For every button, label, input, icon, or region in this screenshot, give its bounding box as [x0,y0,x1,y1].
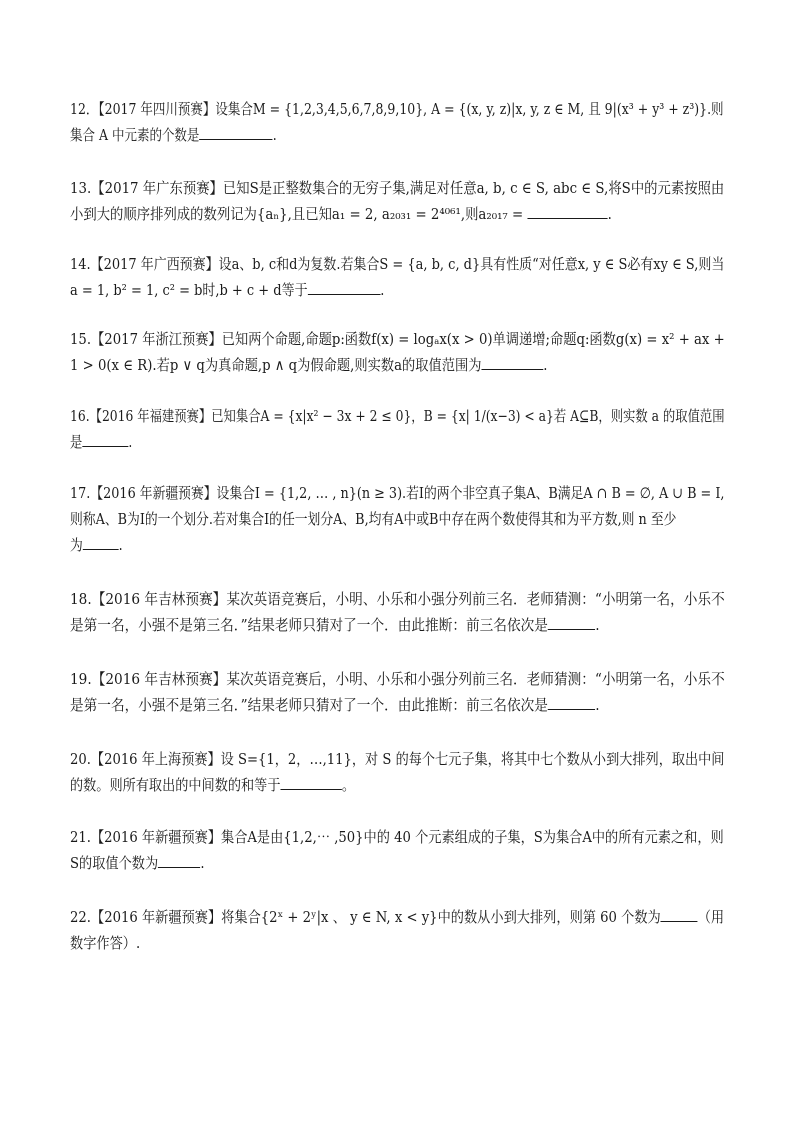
problem-13 [70,175,794,227]
problem-line: 21.【2016 年新疆预赛】集合A是由{1,2,⋯ ,50}中的 40 个元素组成的子集，S为集合A中的所有元素之和，则 [70,828,724,846]
line-end: 。 [341,776,356,794]
problem-line-text: 是 [70,433,83,451]
problem-line: 20.【2016 年上海预赛】设 S={1，2，…,11}，对 S 的每个七元子集，将其中七个数从小到大排列，取出中间 [70,750,725,768]
problem-line [70,904,724,930]
problem-line: 数字作答）. [70,934,141,952]
answer-blank[interactable] [82,432,128,447]
answer-blank[interactable] [280,775,341,790]
problem-line [70,201,724,227]
answer-blank[interactable] [661,907,698,922]
problem-17 [70,480,794,558]
line-end: . [380,281,385,299]
problem-line-text: 集合 A 中元素的个数是 [70,126,200,144]
problem-16 [70,403,794,455]
problem-line: 12．【2017 年四川预赛】设集合M = {1,2,3,4,5,6,7,8,9,10}, A = {(x, y, z)|x, y, z ∈ M, 且 9|(x³ + y³ + z³)}.则 [70,100,724,118]
problem-line: 14.【2017 年广西预赛】设a、b, c和d为复数.若集合S = {a, b, c, d}具有性质“对任意x, y ∈ S必有xy ∈ S,则当 [70,255,725,273]
answer-blank[interactable] [308,280,381,295]
problem-line [70,772,724,798]
problem-21 [70,824,794,876]
answer-blank[interactable] [548,615,595,630]
problem-line: 19.【2016 年吉林预赛】某次英语竞赛后，小明、小乐和小强分列前三名．老师猜测：“小明第一名，小乐不 [70,670,725,688]
line-end: . [272,126,277,144]
problem-line-text: 1 > 0(x ∈ R).若p ∨ q为真命题,p ∧ q为假命题,则实数a的取值范围为 [70,356,482,374]
problem-15 [70,326,794,378]
problem-line [70,277,724,303]
line-end: . [607,205,612,223]
problem-line [70,532,724,558]
problem-line: 16.【2016 年福建预赛】已知集合A = {x|x² − 3x + 2 ≤ 0}，B = {x| 1/(x−3) < a}若 A⊆B，则实数 a 的取值范围 [70,407,725,425]
line-end: . [118,536,123,554]
answer-blank[interactable] [199,125,272,140]
problem-line [70,429,725,455]
problem-line: 15.【2017 年浙江预赛】已知两个命题,命题p:函数f(x) = logₐx(x > 0)单调递增;命题q:函数g(x) = x² + ax + [70,330,725,348]
line-end: . [595,696,600,714]
problem-line-text: 的数。则所有取出的中间数的和等于 [70,776,281,794]
answer-blank[interactable] [548,695,595,710]
problem-line: 17.【2016 年新疆预赛】设集合I = {1,2, … , n}(n ≥ 3).若I的两个非空真子集A、B满足A ∩ B = ∅, A ∪ B = I, [70,484,725,502]
problem-line: 18.【2016 年吉林预赛】某次英语竞赛后，小明、小乐和小强分列前三名．老师猜测：“小明第一名，小乐不 [70,590,725,608]
answer-blank[interactable] [83,535,119,550]
problem-line-text: 为 [70,536,83,554]
problem-line-text: 是第一名，小强不是第三名．”结果老师只猜对了一个．由此推断：前三名依次是 [70,616,548,634]
problem-18 [70,586,789,638]
answer-blank[interactable] [481,355,543,370]
line-end: （用 [697,908,725,926]
problem-line: 13.【2017 年广东预赛】已知S是正整数集合的无穷子集,满足对任意a, b, c ∈ S, abc ∈ S,将S中的元素按照由 [70,179,725,197]
problem-line-text: 小到大的顺序排列成的数列记为{aₙ},且已知a₁ = 2, a₂₀₃₁ = 2⁴⁰⁶¹,则a₂₀₁₇ = [70,205,524,223]
problem-line [70,352,725,378]
line-end: . [543,356,548,374]
problem-line [70,122,724,148]
problem-line-text: S的取值个数为 [70,854,159,872]
problem-line [70,692,725,718]
problem-12 [70,96,794,148]
problem-20 [70,746,794,798]
problem-line: 则称A、B为I的一个划分.若对集合I的任一划分A、B,均有A中或B中存在两个数使得其和为平方数,则 n 至少 [70,510,677,528]
answer-blank[interactable] [527,204,607,219]
problem-19 [70,666,789,718]
line-end: . [200,854,205,872]
problem-line-text: 是第一名，小强不是第三名．”结果老师只猜对了一个．由此推断：前三名依次是 [70,696,548,714]
problem-line-text: a = 1, b² = 1, c² = b时,b + c + d等于 [70,281,308,299]
problem-line-text: 22.【2016 年新疆预赛】将集合{2ˣ + 2ʸ|x 、 y ∈ N, x < y}中的数从小到大排列，则第 60 个数为 [70,908,661,926]
problem-line [70,850,724,876]
line-end: . [128,433,133,451]
problem-14 [70,251,794,303]
problem-22 [70,904,794,956]
line-end: . [595,616,600,634]
answer-blank[interactable] [158,853,200,868]
problem-line [70,612,725,638]
